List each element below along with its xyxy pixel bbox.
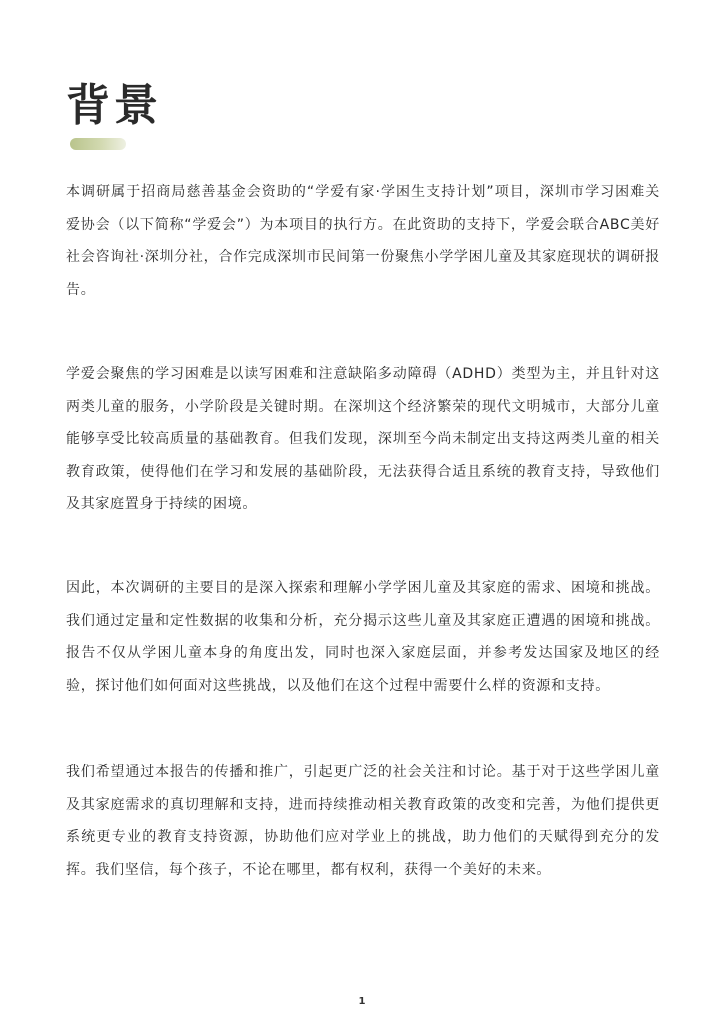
page-title: 背景 xyxy=(66,80,162,131)
paragraph-2: 学爱会聚焦的学习困难是以读写困难和注意缺陷多动障碍（ADHD）类型为主，并且针对这两类儿童的服务，小学阶段是关键时期。在深圳这个经济繁荣的现代文明城市，大部分儿童能够享受比较高质量的基础教育。但我们发现，深圳至今尚未制定出支持这两类儿童的相关教育政策，使得他们在学习和发展的基础阶段，无法获得合适且系统的教育支持，导致他们及其家庭置身于持续的困境。 xyxy=(66,366,660,513)
paragraph-3: 因此，本次调研的主要目的是深入探索和理解小学学困儿童及其家庭的需求、困境和挑战。我们通过定量和定性数据的收集和分析，充分揭示这些儿童及其家庭正遭遇的困境和挑战。报告不仅从学困儿童本身的角度出发，同时也深入家庭层面，并参考发达国家及地区的经验，探讨他们如何面对这些挑战，以及他们在这个过程中需要什么样的资源和支持。 xyxy=(66,580,660,694)
paragraph-4: 我们希望通过本报告的传播和推广，引起更广泛的社会关注和讨论。基于对于这些学困儿童及其家庭需求的真切理解和支持，进而持续推动相关教育政策的改变和完善，为他们提供更系统更专业的教育支持资源，协助他们应对学业上的挑战，助力他们的天赋得到充分的发挥。我们坚信，每个孩子，不论在哪里，都有权利，获得一个美好的未来。 xyxy=(66,764,660,878)
page-number: 1 xyxy=(358,996,366,1007)
paragraph-1: 本调研属于招商局慈善基金会资助的“学爱有家·学困生支持计划”项目，深圳市学习困难关爱协会（以下简称“学爱会”）为本项目的执行方。在此资助的支持下，学爱会联合ABC美好社会咨询社·深圳分社，合作完成深圳市民间第一份聚焦小学学困儿童及其家庭现状的调研报告。 xyxy=(66,184,660,298)
title-accent-bar xyxy=(70,138,126,150)
